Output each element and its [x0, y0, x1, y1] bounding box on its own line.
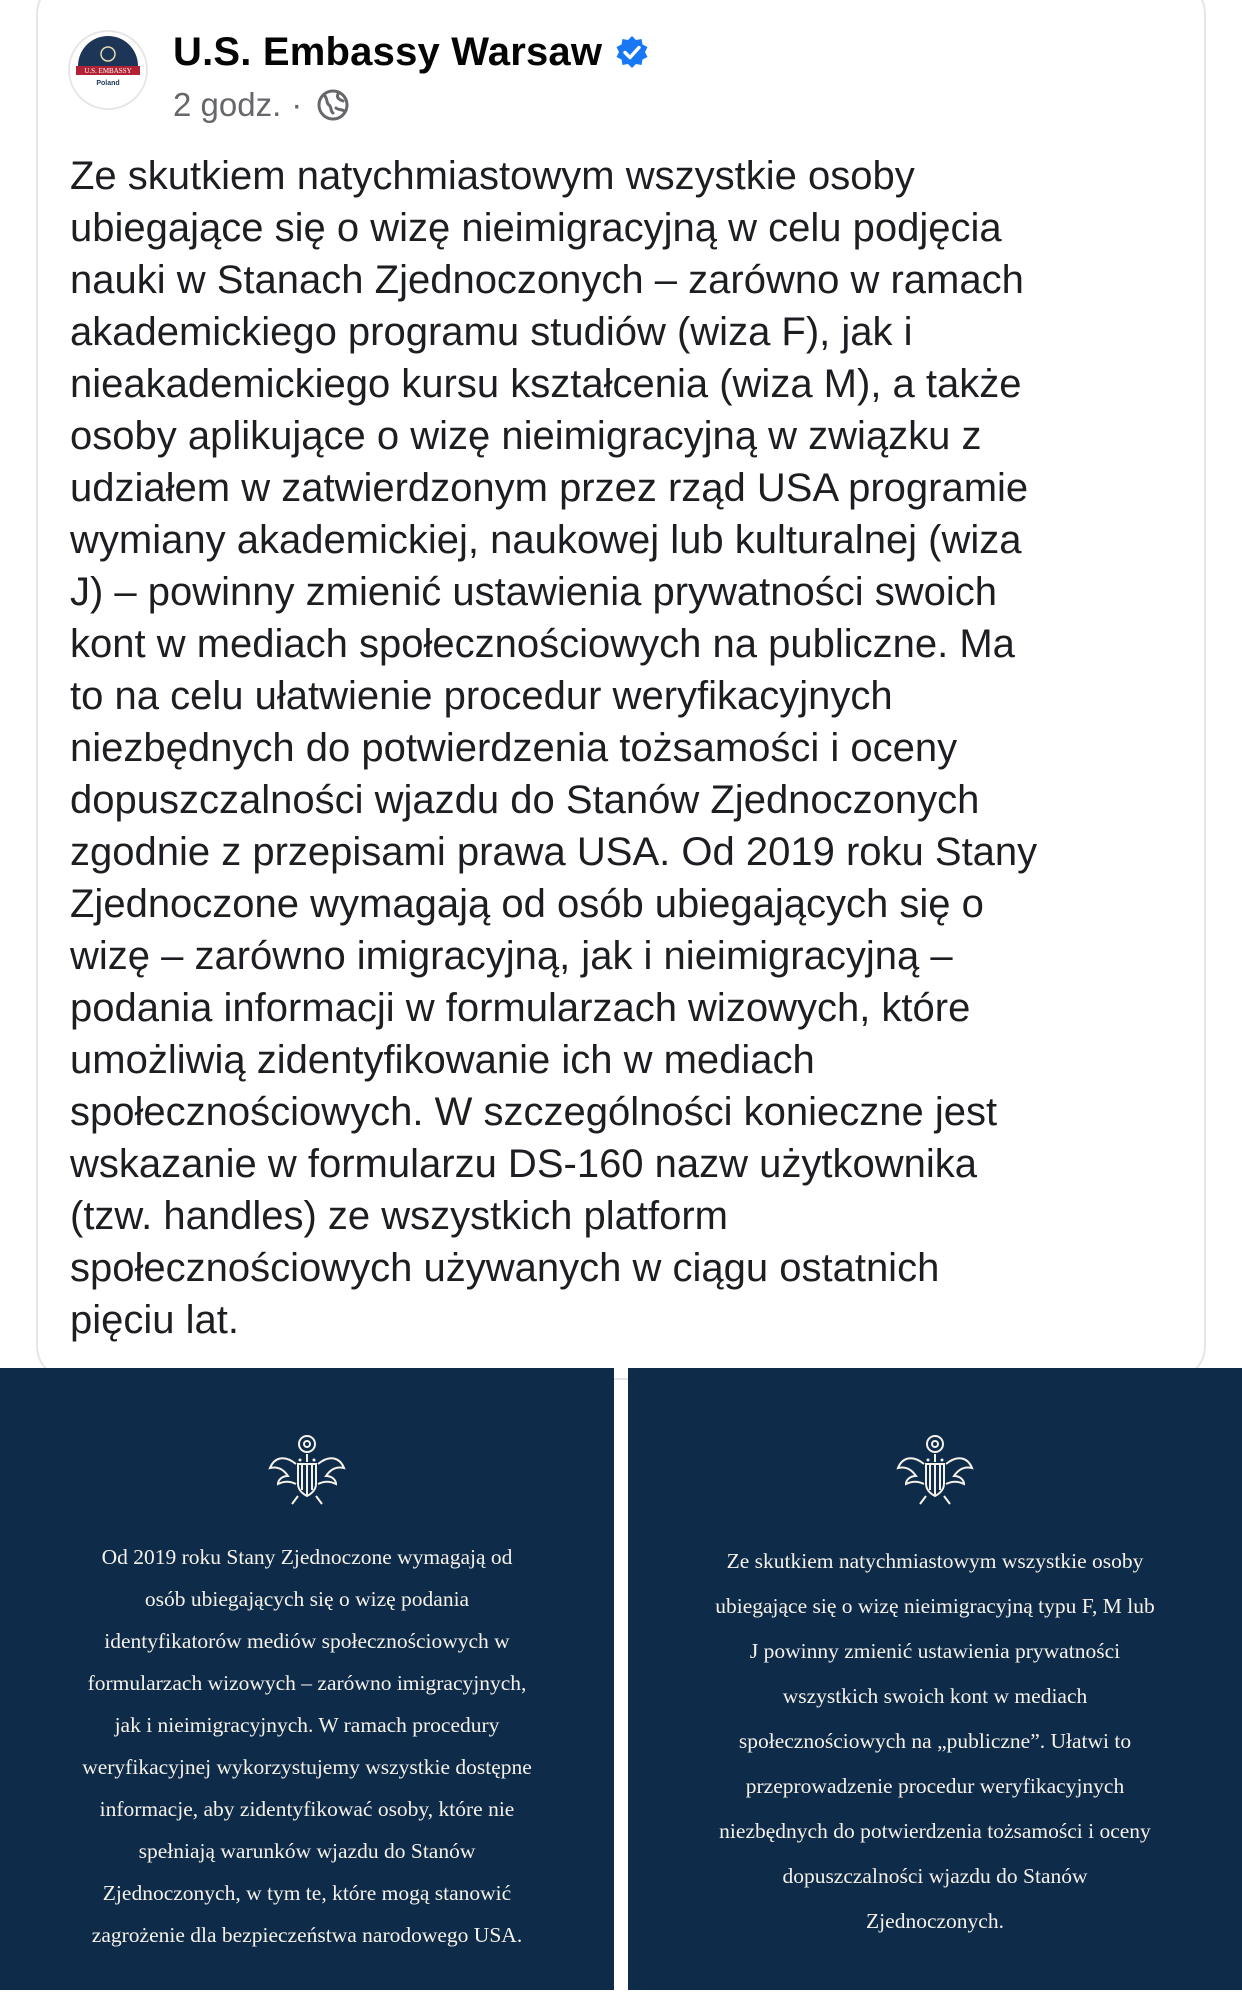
verified-badge-icon	[614, 35, 650, 71]
image-tile-left[interactable]	[0, 1368, 614, 1990]
image-tile-right-text: Ze skutkiem natychmiastowym wszystkie osoby ubiegające się o wizę nieimigracyjną typu F, M lub J powinny zmienić ustawienia prywatności wszystkich swoich kont w mediach społecznościowych na „publiczne”. Ułatwi to przeprowadzenie procedur weryfikacyjnych niezbędnych do potwierdzenia tożsamości i oceny dopuszczalności wjazdu do Stanów Zjednoczonych.	[715, 1549, 1155, 1933]
post-meta	[173, 86, 350, 124]
avatar-line2: Poland	[96, 80, 120, 87]
timestamp[interactable]: 2 godz.	[173, 86, 282, 123]
post-header	[68, 30, 1168, 130]
author-row	[173, 30, 650, 75]
eagle-seal-icon	[894, 1432, 976, 1508]
avatar-line1: U.S. EMBASSY	[84, 67, 132, 75]
post-body-text: Ze skutkiem natychmiastowym wszystkie osoby ubiegające się o wizę nieimigracyjną w celu podjęcia nauki w Stanach Zjednoczonych – zarówno w ramach akademickiego programu studiów (wiza F), jak i nieakademickiego kursu kształcenia (wiza M), a także osoby aplikujące o wizę nieimigracyjną w związku z udziałem w zatwierdzonym przez rząd USA programie wymiany akademickiej, naukowej lub kulturalnej (wiza J) – powinny zmienić ustawienia prywatności swoich kont w mediach społecznościowych na publiczne. Ma to na celu ułatwienie procedur weryfikacyjnych niezbędnych do potwierdzenia tożsamości i oceny dopuszczalności wjazdu do Stanów Zjednoczonych zgodnie z przepisami prawa USA. Od 2019 roku Stany Zjednoczone wymagają od osób ubiegających się o wizę – zarówno imigracyjną, jak i nieimigracyjną – podania informacji w formularzach wizowych, które umożliwią zidentyfikowanie ich w mediach społecznościowych. W szczególności konieczne jest wskazanie w formularzu DS-160 nazw użytkownika (tzw. handles) ze wszystkich platform społecznościowych używanych w ciągu ostatnich pięciu lat.	[70, 154, 1038, 1342]
image-tile-right[interactable]	[628, 1368, 1242, 1990]
eagle-seal-icon	[266, 1432, 348, 1508]
page-name[interactable]: U.S. Embassy Warsaw	[173, 30, 603, 74]
embassy-logo-icon	[70, 32, 146, 108]
meta-separator: ·	[291, 86, 303, 123]
globe-icon	[316, 88, 350, 122]
avatar[interactable]	[68, 30, 148, 110]
image-tile-left-text: Od 2019 roku Stany Zjednoczone wymagają od osób ubiegających się o wizę podania identyfikatorów mediów społecznościowych w formularzach wizowych – zarówno imigracyjnych, jak i nieimigracyjnych. W ramach procedury weryfikacyjnej wykorzystujemy wszystkie dostępne informacje, aby zidentyfikować osoby, które nie spełniają warunków wjazdu do Stanów Zjednoczonych, w tym te, które mogą stanowić zagrożenie dla bezpieczeństwa narodowego USA.	[82, 1545, 532, 1947]
